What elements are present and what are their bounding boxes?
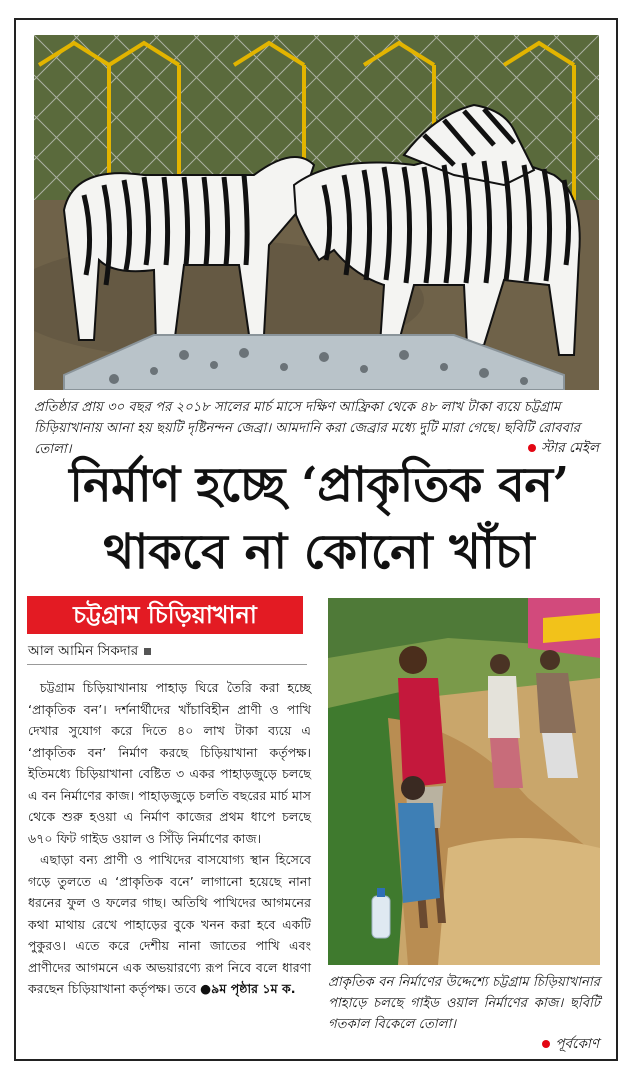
- square-bullet-icon: [144, 648, 151, 655]
- continuation-link[interactable]: ●৯ম পৃষ্ঠার ১ম ক.: [200, 981, 296, 996]
- zebra-photo: [34, 35, 599, 390]
- right-photo-credit-text: পূর্বকোণ: [555, 1036, 599, 1052]
- top-photo-credit-text: স্টার মেইল: [541, 440, 599, 456]
- paragraph-2-text: এছাড়া বন্য প্রাণী ও পাখিদের বাসযোগ্য স্থান হিসেবে গড়ে তুলতে এ ‘প্রাকৃতিক বনে’ লাগানো হয়েছে নানা ধরনের ফুল ও ফলের গাছ। অতিথি পাখিদের আগমনের কথা মাথায় রেখে পাহাড়ের বুকে খনন করা হবে একটি পুকুরও। এতে করে দেশীয় নানা জাতের পাখি এবং প্রাণীদের আগমনে এক অভয়ারণ্যে রূপ নিবে বলে ধারণা করছেন চিড়িয়াখানা কর্তৃপক্ষ। তবে: [28, 852, 311, 996]
- byline: [28, 640, 151, 663]
- construction-photo: [328, 598, 600, 965]
- right-photo-credit: [542, 1033, 599, 1056]
- right-photo-caption: প্রাকৃতিক বন নির্মাণের উদ্দেশ্যে চট্টগ্রাম চিড়িয়াখানার পাহাড়ে চলছে গাইড ওয়াল নির্মাণের কাজ। ছবিটি গতকাল বিকেলে তোলা।: [328, 975, 600, 1032]
- kicker-label: চট্টগ্রাম চিড়িয়াখানা: [27, 596, 303, 634]
- byline-divider: [27, 664, 307, 665]
- paragraph-2: [28, 849, 311, 1000]
- paragraph-1: চট্টগ্রাম চিড়িয়াখানায় পাহাড় ঘিরে তৈরি করা হচ্ছে ‘প্রাকৃতিক বন’। দর্শনার্থীদের খাঁচাবিহীন প্রাণী ও পাখি দেখার সুযোগ করে দিতে ৪০ লাখ টাকা ব্যয়ে এ ‘প্রাকৃতিক বন’ নির্মাণ করছে চিড়িয়াখানা কর্তৃপক্ষ। ইতিমধ্যে চিড়িয়াখানা বেষ্টিত ৩ একর পাহাড়জুড়ে চলছে এ বন নির্মাণের কাজ। পাহাড়জুড়ে চলতি বছরের মার্চ মাস থেকে শুরু হওয়া এ নির্মাণ কাজের প্রথম ধাপে চলছে ৬৭০ ফিট গাইড ওয়াল ও সিঁড়ি নির্মাণের কাজ।: [28, 680, 311, 846]
- red-dot-icon: [542, 1040, 550, 1048]
- article-body: [28, 677, 311, 1000]
- headline-line-1: নির্মাণ হচ্ছে ‘প্রাকৃতিক বন’: [69, 457, 569, 513]
- top-photo-caption: প্রতিষ্ঠার প্রায় ৩০ বছর পর ২০১৮ সালের মার্চ মাসে দক্ষিণ আফ্রিকা থেকে ৪৮ লাখ টাকা ব্যয়ে চট্টগ্রাম চিড়িয়াখানায় আনা হয় ছয়টি দৃষ্টিনন্দন জেব্রা। আমদানি করা জেব্রার মধ্যে দুটি মারা গেছে। ছবিটি রোববার তোলা।: [34, 400, 581, 457]
- headline-line-2: থাকবে না কোনো খাঁচা: [103, 524, 535, 580]
- red-dot-icon: [528, 444, 536, 452]
- byline-text: আল আমিন সিকদার: [28, 643, 139, 659]
